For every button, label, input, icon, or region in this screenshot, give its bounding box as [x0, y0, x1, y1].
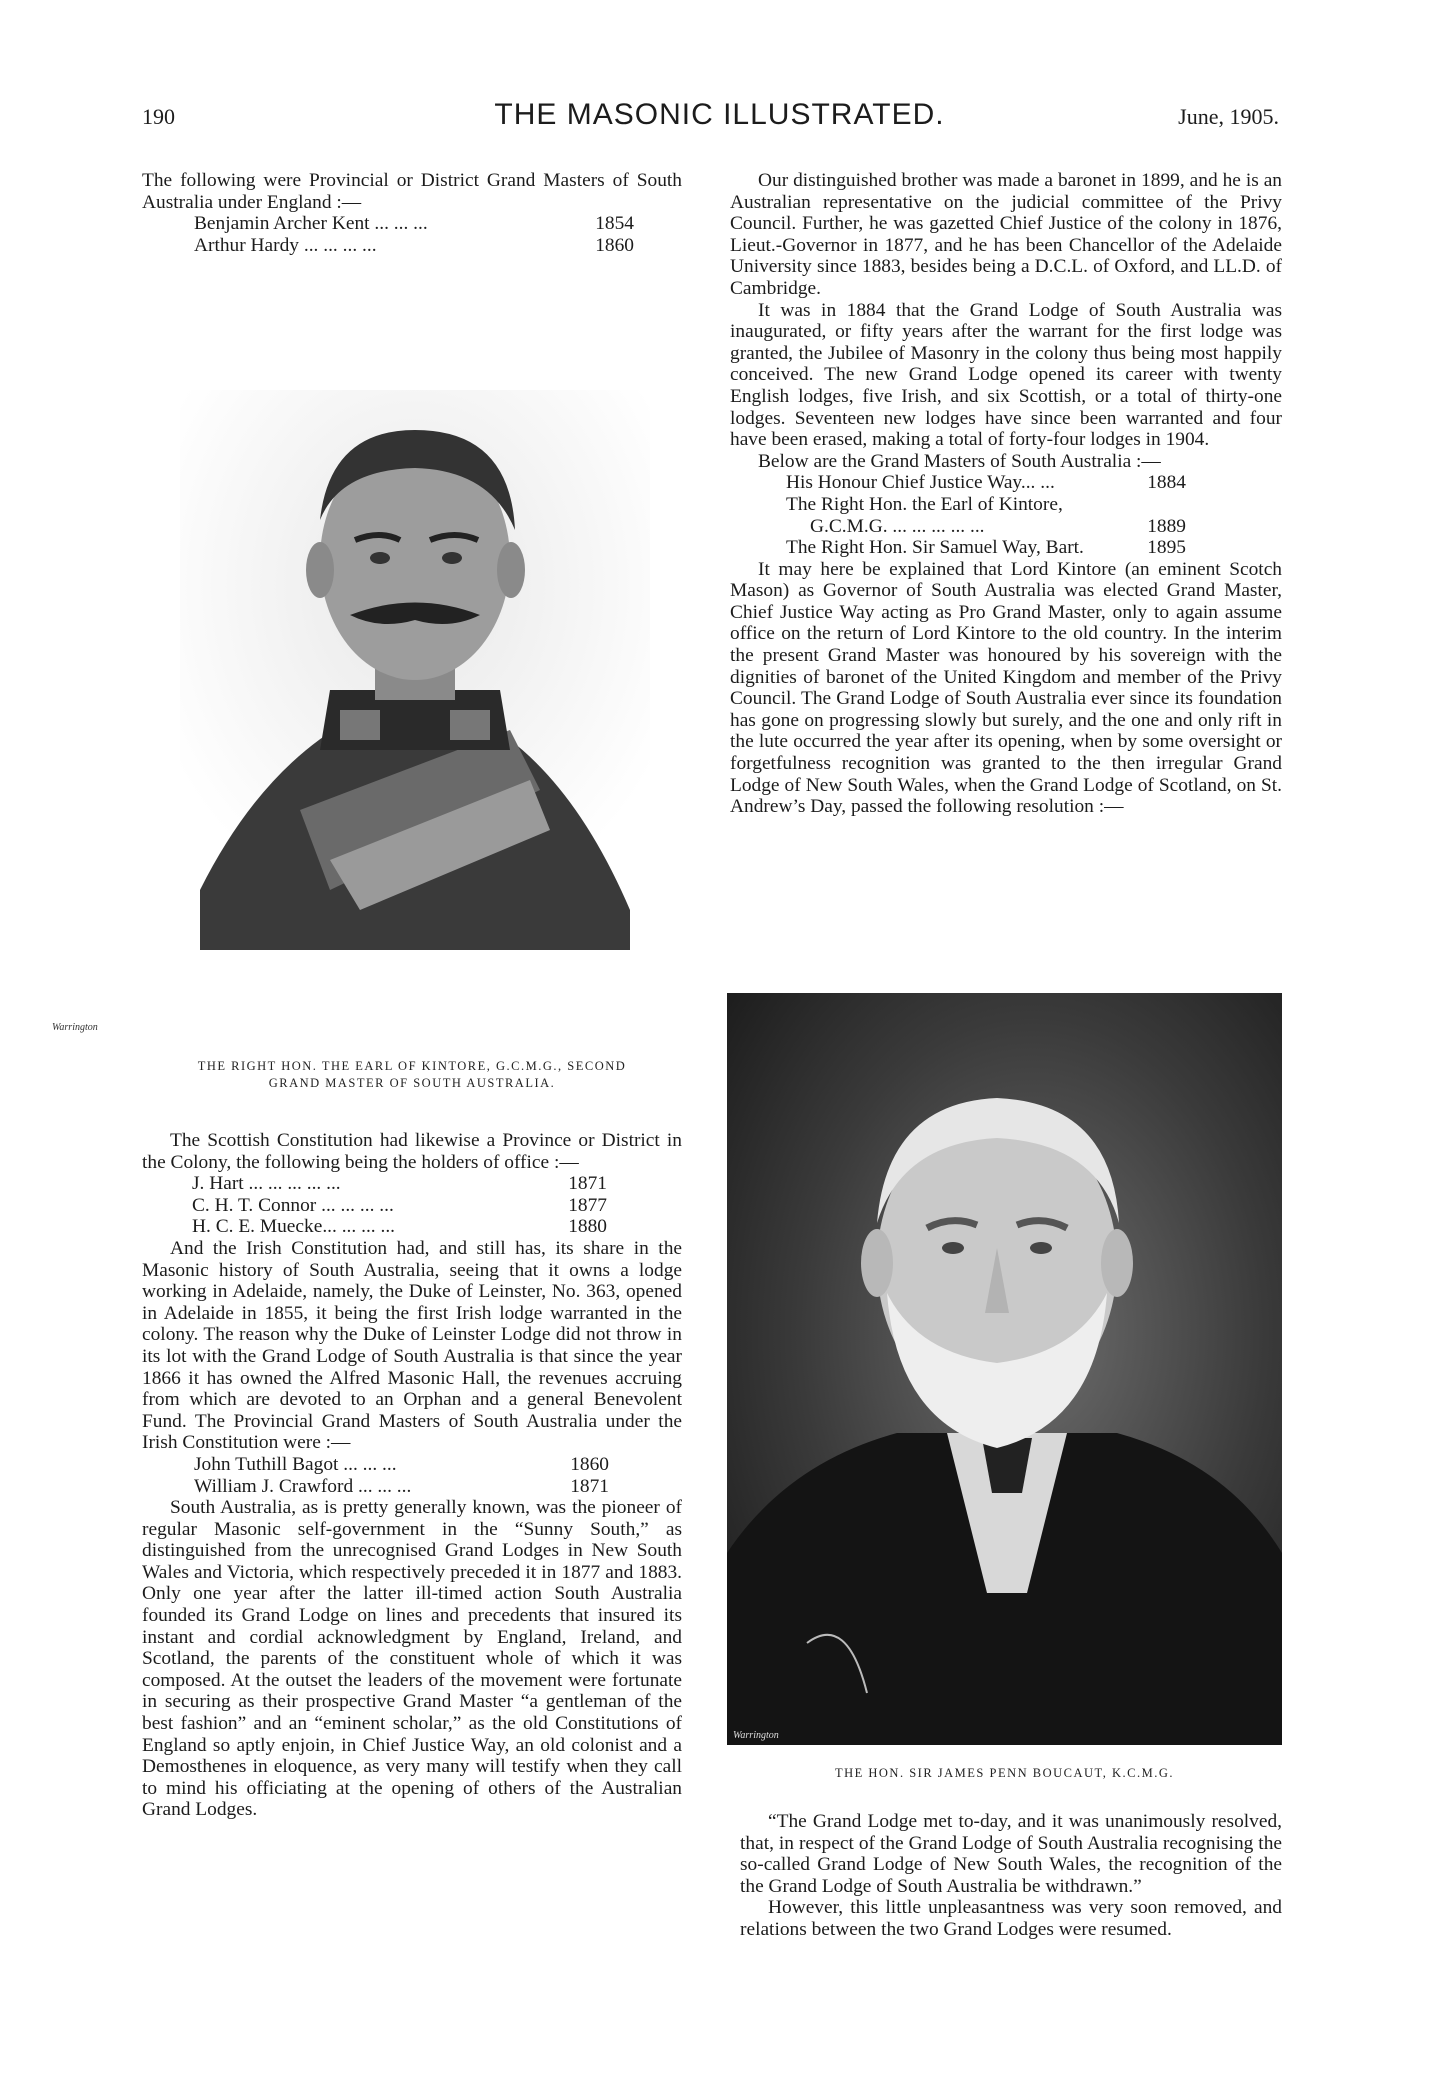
right-column-bottom [740, 1811, 1282, 1941]
page-header [0, 98, 1439, 138]
list-item: C. H. T. Connor ... ... ... ... 1877 [192, 1194, 607, 1216]
list-item: H. C. E. Muecke... ... ... ... 1880 [192, 1216, 607, 1238]
closing-paragraph: South Australia, as is pretty generally known, was the pioneer of regular Masonic self-government in the “Sunny South,” as distinguished from the unrecognised Grand Lodges in New South Wales and Victoria, which respectively preceded it in 1877 and 1883. Only one year after the latter ill-timed action South Australia founded its Grand Lodge on lines and precedents that insured its instant and cordial acknowledgment by England, Ireland, and Scotland, the parents of the constituent whole of which it was composed. At the outset the leaders of the movement were fortunate in securing as their prospective Grand Master “a gentleman of the best fashion” and an “eminent scholar,” as the old Constitutions of England so aptly enjoin, in Chief Justice Way, an old colonist and a Demosthenes in eloquence, as very many will testify when they call to mind his officiating at the opening of others of the Australian Grand Lodges. [142, 1497, 682, 1821]
page-number: 190 [142, 104, 175, 129]
inauguration-paragraph: It was in 1884 that the Grand Lodge of South Australia was inaugurated, or fifty years after the warrant for the first lodge was granted, the Jubilee of Masonry in the colony thus being most happily conceived. The new Grand Lodge opened its career with twenty English lodges, five Irish, and six Scottish, or a total of thirty-one lodges. Seventeen new lodges have since been warranted and four have been erased, making a total of forty-four lodges in 1904. [730, 299, 1282, 451]
closing-remark: However, this little unpleasantness was very soon removed, and relations between the two Grand Lodges were resumed. [740, 1897, 1282, 1940]
irish-masters-list [142, 1454, 609, 1497]
portrait-earl-of-kintore [180, 390, 650, 950]
list-item: G.C.M.G. ... ... ... ... ... 1889 [810, 515, 1186, 537]
portrait1-caption: THE RIGHT HON. THE EARL OF KINTORE, G.C.M.G., SECOND GRAND MASTER OF SOUTH AUSTRALIA. [197, 1059, 627, 1090]
left-column-bottom [142, 1130, 682, 1821]
baronet-paragraph: Our distinguished brother was made a baronet in 1899, and he is an Australian representative on the judicial committee of the Privy Council. Further, he was gazetted Chief Justice of the colony in 1876, Lieut.-Governor in 1877, and he has been Chancellor of the Adelaide University since 1883, besides being a D.C.L. of Oxford, and LL.D. of Cambridge. [730, 170, 1282, 299]
scottish-intro: The Scottish Constitution had likewise a Province or District in the Colony, the following being the holders of office :— [142, 1130, 682, 1173]
kintore-paragraph: It may here be explained that Lord Kintore (an eminent Scotch Mason) as Governor of South Australia was elected Grand Master, Chief Justice Way acting as Pro Grand Master, only to again assume office on the return of Lord Kintore to the old country. In the interim the present Grand Master was honoured by his sovereign with the dignities of baronet of the United Kingdom and member of the Privy Council. The Grand Lodge of South Australia ever since its foundation has gone on progressing slowly but surely, and the one and only rift in the lute occurred the year after its opening, when by some oversight or forgetfulness recognition was granted to the then irregular Grand Lodge of New South Wales, when the Grand Lodge of Scotland, on St. Andrew’s Day, passed the following resolution :— [730, 558, 1282, 818]
publication-title: THE MASONIC ILLUSTRATED. [494, 98, 945, 131]
list-item: Benjamin Archer Kent ... ... ... 1854 [194, 213, 634, 235]
english-masters-intro: The following were Provincial or District Grand Masters of South Australia under England :— [142, 170, 682, 213]
list-item: The Right Hon. the Earl of Kintore, [786, 493, 1063, 515]
irish-paragraph: And the Irish Constitution had, and still has, its share in the Masonic history of South Australia, seeing that it owns a lodge working in Adelaide, namely, the Duke of Leinster, No. 363, opened in Adelaide in 1855, it being the first Irish lodge warranted in the colony. The reason why the Duke of Leinster Lodge did not throw in its lot with the Grand Lodge of South Australia is that since the year 1866 it has owned the Alfred Masonic Hall, the revenues accruing from which are devoted to an Orphan and a general Benevolent Fund. The Provincial Grand Masters of South Australia under the Irish Constitution were :— [142, 1237, 682, 1454]
list-item: John Tuthill Bagot ... ... ... 1860 [194, 1453, 609, 1475]
engraver-signature: Warrington [52, 1022, 98, 1033]
english-masters-list [142, 213, 634, 256]
issue-date: June, 1905. [1178, 104, 1279, 129]
list-item: His Honour Chief Justice Way... ... 1884 [786, 472, 1186, 494]
portrait2-caption: THE HON. SIR JAMES PENN BOUCAUT, K.C.M.G. [834, 1766, 1175, 1780]
grand-masters-list [730, 472, 1186, 558]
right-column-top [730, 170, 1282, 818]
list-item: Arthur Hardy ... ... ... ... 1860 [194, 234, 634, 256]
left-column-top [142, 170, 682, 256]
list-item: The Right Hon. Sir Samuel Way, Bart. 1895 [786, 537, 1186, 559]
resolution-quote: “The Grand Lodge met to-day, and it was unanimously resolved, that, in respect of the Grand Lodge of South Australia recognising the so-called Grand Lodge of New South Wales, the recognition of the the Grand Lodge of South Australia be withdrawn.” [740, 1811, 1282, 1897]
portrait-james-penn-boucaut [727, 993, 1282, 1745]
engraver-signature: Warrington [733, 1730, 779, 1741]
list-item: William J. Crawford ... ... ... 1871 [194, 1475, 609, 1497]
grand-masters-intro: Below are the Grand Masters of South Australia :— [758, 450, 1161, 472]
list-item: J. Hart ... ... ... ... ... 1871 [192, 1173, 607, 1195]
scottish-masters-list [142, 1173, 607, 1238]
